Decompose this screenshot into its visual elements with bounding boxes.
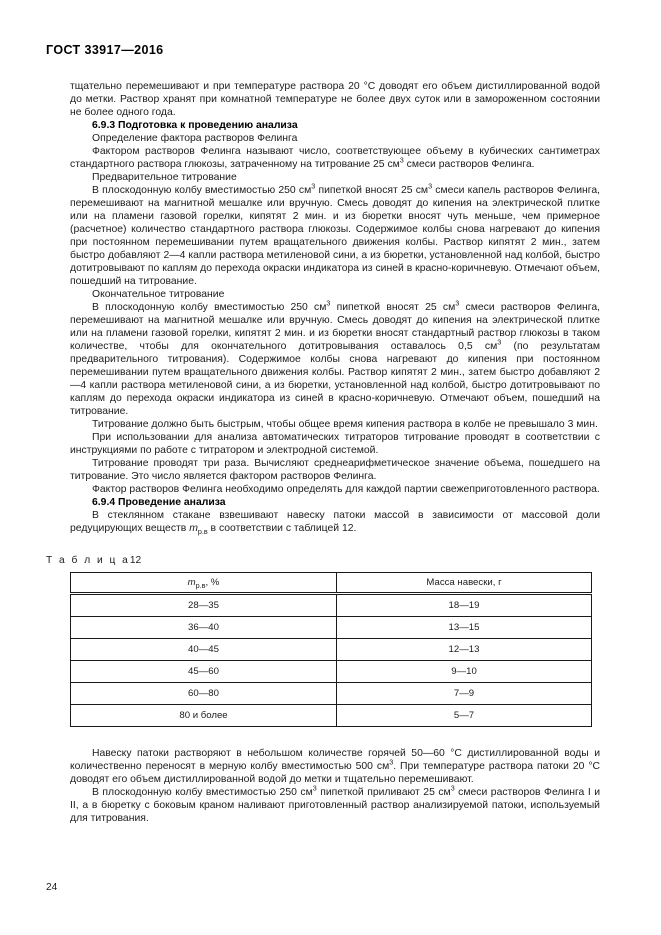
paragraph-titration-speed: Титрование должно быть быстрым, чтобы общее время кипения раствора в колбе не превышало 3 мин.	[92, 418, 598, 430]
superscript: 3	[450, 783, 455, 793]
text-segment: (по результатам предварительного титрования). Содержимое колбы снова нагревают до кипения при постоянном перемешивании путем вращательного движения колбы. Раствор кипятят 2 мин., затем быстро добавляют 2—4 капли раствора метиленовой сини, а из бюретки, установленной над колбой, быстро дотитровывают по каплям до перехода окраски индикатора из синей в красно-коричневую. Отмечают объем, пошедший на титрование.	[70, 340, 600, 417]
cell-mass: 13—15	[337, 616, 592, 638]
section-heading-6-9-4: 6.9.4 Проведение анализа	[92, 496, 226, 508]
section-heading-6-9-3: 6.9.3 Подготовка к проведению анализа	[92, 119, 298, 131]
text-segment: Навеску патоки растворяют в небольшом количестве горячей 50—60 °С дистиллированной воды и количественно переносят в мерную колбу вместимостью 500 см	[70, 747, 600, 772]
body-column-after-table	[70, 747, 600, 825]
text-segment: смеси капель растворов Фелинга, перемешивают на магнитной мешалке или вручную. Смесь доводят до кипения на электрической плитке или на пламени газовой горелки, кипятят 2 мин. и из бюретки вносят чуть меньше, чем примерное (расчетное) количество стандартного раствора глюкозы. Содержимое колбы снова нагревают до кипения при постоянном перемешивании путем вращательного движения колбы. Раствор кипятят 2 мин., затем быстро добавляют 2—4 капли раствора метиленовой сини, а из бюретки, установленной над колбой, быстро дотитровывают по каплям до перехода окраски индикатора из синей в красно-коричневую. Отмечают объем, пошедший на титрование.	[70, 184, 601, 287]
superscript: 3	[455, 298, 460, 308]
table-caption-label: Т а б л и ц а	[46, 554, 130, 566]
superscript: 3	[399, 155, 404, 165]
cell-mass: 18—19	[337, 593, 592, 616]
table-row	[71, 638, 592, 660]
superscript: 3	[428, 181, 433, 191]
text-segment: в соответствии с таблицей 12.	[207, 522, 357, 534]
paragraph-final-titration	[70, 298, 600, 418]
paragraph-fresh-solution: Фактор растворов Фелинга необходимо определять для каждой партии свежеприготовленного раствора.	[92, 483, 600, 495]
paragraph-dissolving-sample	[70, 747, 600, 786]
superscript: 3	[326, 298, 331, 308]
subscript: р.в	[195, 580, 206, 590]
text-segment: В плоскодонную колбу вместимостью 250 см	[92, 184, 312, 196]
variable-m: m	[187, 576, 196, 588]
paragraph-flask-burette	[70, 783, 601, 825]
table-caption-number: 12	[129, 554, 142, 566]
text-segment: пипеткой приливают 25 см	[316, 786, 451, 798]
table-header-row	[71, 572, 592, 593]
text-segment: В плоскодонную колбу вместимостью 250 см	[92, 301, 327, 313]
cell-mass: 5—7	[337, 704, 592, 726]
paragraph-preliminary-titration	[70, 181, 601, 288]
text-segment: смеси растворов Фелинга, перемешивают на магнитной мешалке или вручную. Смесь доводят до кипения на электрической плитке или на пламени газовой горелки, кипятят 2 мин. и из бюретки вносят стандартный раствор глюкозы в таком количестве, чтобы для окончательного дотитровывания оставалось 0,5 см	[70, 301, 600, 352]
cell-range: 45—60	[71, 660, 337, 682]
paragraph-factor-definition-title: Определение фактора растворов Фелинга	[92, 132, 298, 144]
table-header-cell-sample-mass: Масса навески, г	[337, 572, 592, 593]
paragraph-final-titration-title: Окончательное титрование	[92, 288, 225, 300]
body-column	[70, 80, 600, 535]
text-segment: В стеклянном стакане взвешивают навеску патоки массой в зависимости от массовой доли редуцирующих веществ	[70, 509, 600, 534]
table-caption	[46, 555, 615, 566]
superscript: 3	[497, 337, 502, 347]
variable-m: m	[189, 522, 198, 534]
document-standard-id: ГОСТ 33917—2016	[46, 43, 164, 57]
cell-mass: 9—10	[337, 660, 592, 682]
paragraph-three-titrations: Титрование проводят три раза. Вычисляют среднеарифметическое значение объема, пошедшего на титрование. Это число является фактором растворов Фелинга.	[70, 457, 600, 482]
page-content	[46, 44, 615, 825]
superscript: 3	[389, 757, 394, 767]
table-row	[71, 704, 592, 726]
table-header-cell-reducing-substances	[71, 572, 337, 593]
text-segment: пипеткой вносят 25 см	[330, 301, 456, 313]
table-row	[71, 682, 592, 704]
unit-label: , %	[205, 576, 220, 588]
text-segment: смеси растворов Фелинга I и II, а в бюретку с боковым краном наливают приготовленный раствор анализируемой патоки, используемый для титрования.	[70, 786, 601, 824]
table-row	[71, 616, 592, 638]
text-segment: смеси растворов Фелинга.	[403, 158, 535, 170]
table-row	[71, 593, 592, 616]
text-segment: Фактором растворов Фелинга называют число, соответствующее объему в кубических сантиметрах стандартного раствора глюкозы, затраченному на титрование 25 см	[70, 145, 600, 170]
text-segment: пипеткой вносят 25 см	[315, 184, 429, 196]
table-body	[71, 593, 592, 726]
paragraph-auto-titrators: При использовании для анализа автоматических титраторов титрование проводят в соответствии с инструкциями по работе с титратором и электродной системой.	[70, 431, 600, 456]
paragraph-preliminary-titration-title: Предварительное титрование	[92, 171, 237, 183]
cell-range: 28—35	[71, 593, 337, 616]
superscript: 3	[312, 783, 317, 793]
page-number: 24	[46, 882, 58, 893]
paragraph-continuation: тщательно перемешивают и при температуре раствора 20 °С доводят его объем дистиллированной водой до метки. Раствор хранят при комнатной температуре не более двух суток или в замороженном состоянии не более одного года.	[70, 80, 600, 118]
cell-range: 60—80	[71, 682, 337, 704]
cell-range: 36—40	[71, 616, 337, 638]
cell-mass: 12—13	[337, 638, 592, 660]
subscript: р.в	[197, 526, 208, 536]
table-12	[70, 572, 592, 727]
table-row	[71, 660, 592, 682]
cell-range: 80 и более	[71, 704, 337, 726]
cell-mass: 7—9	[337, 682, 592, 704]
cell-range: 40—45	[71, 638, 337, 660]
superscript: 3	[311, 181, 316, 191]
text-segment: В плоскодонную колбу вместимостью 250 см	[92, 786, 313, 798]
paragraph-factor-definition	[70, 145, 600, 171]
text-segment: . При температуре раствора патоки 20 °С доводят его объем дистиллированной водой до метки и тщательно перемешивают.	[70, 760, 600, 785]
paragraph-sample-weighing	[70, 509, 600, 535]
table-head	[71, 572, 592, 593]
